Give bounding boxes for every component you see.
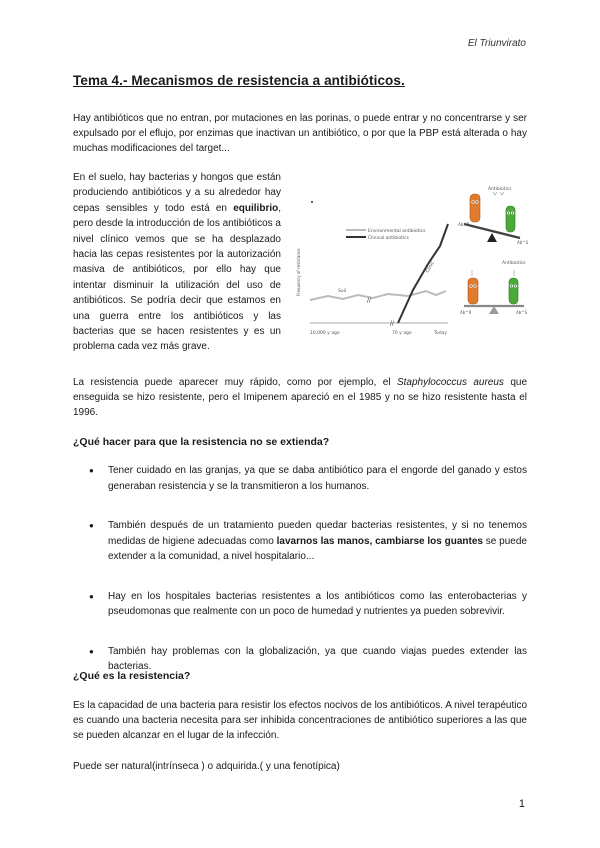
sensitive-bacterium-icon <box>506 206 515 232</box>
running-header: El Triunvirato <box>467 38 526 49</box>
legend-env-label: Environmental antibiotics <box>368 229 426 234</box>
page-number: 1 <box>518 798 525 810</box>
antibiotics-label-top: Antibiotics <box>488 187 512 192</box>
ab-label-3: Ab^R <box>460 310 472 315</box>
antibiotics-label-bottom: Antibiotics <box>502 261 526 266</box>
resistance-figure <box>288 178 528 348</box>
species-name: Staphylococcus aureus <box>396 377 504 388</box>
section-heading-prevention: ¿Qué hacer para que la resistencia no se extienda? <box>73 436 330 448</box>
resistant-bacterium-icon-2 <box>468 278 478 304</box>
list-item <box>73 589 527 620</box>
bullet-globalization: También hay problemas con la globalización, ya que cuando viajas puedes extender las bacterias. <box>108 645 527 672</box>
ab-label-1: Ab^R <box>458 222 470 227</box>
soil-bold: equilibrio <box>233 202 279 214</box>
list-item <box>73 463 527 494</box>
soil-label: Soil <box>338 289 347 294</box>
bullet-farms: Tener cuidado en las granjas, ya que se daba antibiótico para el engorde del ganado y estos generaban resistencia y se la transmitieron a los humanos. <box>108 465 527 492</box>
resistant-bacterium-icon <box>470 194 480 222</box>
page-title: Tema 4.- Mecanismos de resistencia a antibióticos. <box>73 73 405 88</box>
environmental-line <box>310 291 446 300</box>
ab-label-4: Ab^S <box>516 310 528 315</box>
intro-paragraph: Hay antibióticos que no entran, por mutaciones en las porinas, o puede entrar y no concentrarse y ser expulsado por el eflujo, por enzimas que inactivan un antibiótico, o por que la PBP está alterada o hay muchas modificaciones del target... <box>73 113 527 154</box>
axis-break-2: // <box>390 320 395 327</box>
x-tick-1: 10,000 y ago <box>310 331 340 336</box>
y-axis-label: Frequency of resistance <box>296 248 301 296</box>
resistance-text-2: que enseguida se hizo resistente, pero el Imipenem apareció en el 1985 y no se hizo resistente hasta el 1996. <box>73 377 527 418</box>
axis-break-1: // <box>367 297 372 304</box>
seesaw-balanced <box>460 260 528 315</box>
legend-clin-label: Clinical antibiotics <box>368 236 409 241</box>
bullet-hospitals: Hay en los hospitales bacterias resistentes a los antibióticos como las enterobacterias y pseudomonas que realmente con un poco de humedad y nutrientes ya pueden sobrevivir. <box>108 590 527 617</box>
resistance-text-1: La resistencia puede aparecer muy rápido, como por ejemplo, el <box>73 377 397 388</box>
bullet-hygiene-1: También después de un tratamiento pueden quedar bacterias resistentes, y si no tenemos medidas de higiene adecuadas como <box>108 520 527 547</box>
natural-paragraph: Puede ser natural(intrínseca ) o adquirida.( y una fenotípica) <box>73 761 340 772</box>
prevention-list <box>73 463 527 699</box>
bullet-hygiene-2: se puede extender a la comunidad, a nivel hospitalario... <box>108 535 527 562</box>
soil-paragraph <box>73 170 281 355</box>
resistance-chart <box>296 201 448 336</box>
seesaw-imbalanced <box>458 186 528 245</box>
soil-text-2: , pero desde la introducción de los antibióticos a nivel clínico vemos que se ha desplazado hacia las cepas resistentes por la autorización masiva de antibióticos, por ello hay que intentar disminuir la utilización del uso de antibióticos. Se podría decir que estamos en una guerra entre los antibióticos y las bacterias que se hacen resistentes y es un problema cada vez más grave. <box>73 202 281 353</box>
ab-label-2: Ab^S <box>517 240 528 245</box>
x-tick-2: 70 y ago <box>392 331 412 336</box>
clinic-label: Clinic <box>425 260 436 274</box>
x-tick-3: Today <box>434 331 448 336</box>
soil-text-1: En el suelo, hay bacterias y hongos que están produciendo antibióticos y a su alrededor hay cepas sensibles y todo está en <box>73 172 281 214</box>
resistance-paragraph <box>73 375 527 420</box>
section-heading-definition: ¿Qué es la resistencia? <box>73 670 191 682</box>
list-item <box>73 518 527 565</box>
definition-paragraph: Es la capacidad de una bacteria para resistir los efectos nocivos de los antibióticos. A nivel terapéutico es cuando una bacteria necesita para ser inhibida concentraciones de antibiótico superiores a las que se pueden alcanzar en el lugar de la infección. <box>73 700 527 741</box>
sensitive-bacterium-icon-2 <box>509 278 518 304</box>
bullet-hygiene-bold: lavarnos las manos, cambiarse los guantes <box>276 535 483 547</box>
